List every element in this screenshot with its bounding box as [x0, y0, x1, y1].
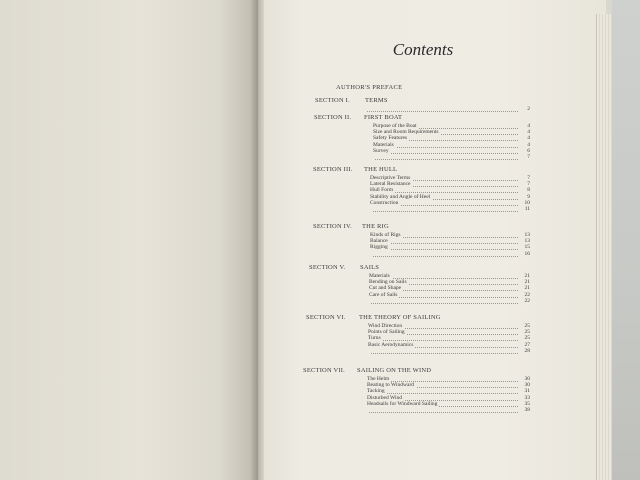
entry-label: Safety Features: [373, 135, 408, 142]
entry-page-number: 4: [527, 135, 530, 142]
entry-label: Materials: [369, 273, 390, 279]
entry-label: [365, 106, 367, 112]
entry-page-number: 30: [524, 382, 530, 389]
section-label: SECTION VI.: [306, 314, 346, 321]
toc-entry[interactable]: [370, 251, 530, 258]
entry-label: Beating to Windward: [367, 382, 415, 389]
entry-label: [373, 154, 375, 160]
section-label: SECTION II.: [314, 114, 352, 121]
section-title[interactable]: FIRST BOAT: [364, 114, 403, 121]
entry-page-number: 30: [524, 376, 530, 382]
section-label: SECTION I.: [315, 97, 350, 104]
entry-label: Rigging: [370, 244, 388, 251]
section-title[interactable]: THE HULL: [364, 166, 398, 173]
entry-label: Kinds of Rigs: [370, 232, 401, 238]
toc-entry[interactable]: [367, 407, 530, 414]
section-title[interactable]: SAILING ON THE WIND: [357, 367, 432, 374]
entry-page-number: 11: [524, 206, 530, 212]
entry-label: The Helm: [367, 376, 390, 382]
entry-page-number: 21: [524, 279, 530, 286]
section-title[interactable]: SAILS: [360, 264, 380, 271]
dot-leader: [370, 206, 518, 212]
entry-page-number: 16: [524, 250, 530, 257]
entry-page-number: 31: [524, 388, 530, 395]
dot-leader: [373, 148, 518, 154]
toc-entry[interactable]: [365, 106, 530, 113]
entry-label: Purpose of the Boat: [373, 123, 417, 129]
page-edges: [596, 14, 613, 480]
entry-page-number: 2: [527, 106, 530, 112]
entry-label: Cut and Shape: [369, 285, 402, 292]
toc-entry[interactable]: [368, 348, 530, 355]
entry-label: [369, 298, 371, 304]
entry-page-number: 38: [524, 407, 530, 413]
section-title[interactable]: TERMS: [365, 97, 388, 104]
entry-page-number: 15: [524, 244, 530, 251]
entry-page-number: 28: [524, 347, 530, 354]
entry-label: Tacking: [367, 388, 385, 395]
toc-entry[interactable]: [373, 154, 530, 161]
section-label: SECTION IV.: [313, 223, 352, 230]
section-label: SECTION VII.: [303, 367, 345, 374]
entry-label: Points of Sailing: [368, 329, 405, 336]
entry-label: Hull Form: [370, 187, 394, 194]
entry-page-number: 4: [527, 129, 530, 136]
entry-page-number: 13: [524, 232, 530, 238]
entry-page-number: 22: [524, 297, 530, 304]
entry-page-number: 35: [524, 400, 530, 407]
dot-leader: [373, 154, 518, 160]
entry-label: Basic Aerodynamics: [368, 341, 414, 348]
entry-page-number: 4: [527, 123, 530, 129]
entry-label: [370, 251, 372, 257]
entry-page-number: 25: [524, 335, 530, 342]
dot-leader: [370, 244, 518, 250]
dot-leader: [369, 298, 518, 304]
entry-page-number: 7: [527, 181, 530, 188]
entry-page-number: 9: [527, 193, 530, 200]
entry-page-number: 13: [524, 238, 530, 245]
dot-leader: [368, 335, 518, 341]
entry-page-number: 33: [524, 394, 530, 401]
entry-page-number: 27: [524, 341, 530, 348]
entry-label: Disturbed Wind: [367, 394, 402, 401]
entry-page-number: 21: [524, 273, 530, 279]
entry-label: Size and Room Requirements: [373, 129, 439, 136]
dot-leader: [367, 407, 518, 413]
entry-page-number: 10: [524, 199, 530, 206]
entry-page-number: 7: [527, 175, 530, 181]
section-label: SECTION V.: [309, 264, 346, 271]
left-page: [0, 0, 258, 480]
section-title[interactable]: THE THEORY OF SAILING: [359, 314, 441, 321]
page-title: Contents: [392, 40, 454, 59]
dot-leader: [365, 106, 518, 112]
toc-entry[interactable]: [370, 206, 530, 213]
entry-label: Descriptive Terms: [370, 175, 411, 181]
book-gutter: [250, 0, 264, 480]
entry-page-number: 21: [524, 285, 530, 292]
dot-leader: [370, 238, 518, 244]
dot-leader: [370, 251, 518, 257]
entry-label: Construction: [370, 199, 399, 206]
entry-label: Turns: [368, 335, 381, 342]
entry-page-number: 22: [524, 291, 530, 298]
entry-label: Stability and Angle of Heel: [370, 193, 431, 200]
entry-label: Survey: [373, 147, 389, 154]
entry-label: Wind Direction: [368, 323, 403, 329]
entry-page-number: 6: [527, 147, 530, 154]
authors-preface: AUTHOR'S PREFACE: [336, 84, 403, 91]
entry-page-number: 4: [527, 141, 530, 148]
entry-label: Materials: [373, 141, 394, 148]
entry-label: [370, 206, 372, 212]
section-label: SECTION III.: [313, 166, 353, 173]
entry-page-number: 25: [524, 323, 530, 329]
entry-label: Care of Sails: [369, 291, 398, 298]
background-wall: [612, 0, 640, 480]
toc-entry[interactable]: [369, 298, 530, 305]
section-title[interactable]: THE RIG: [362, 223, 389, 230]
dot-leader: [367, 388, 518, 394]
entry-label: Headsails for Windward Sailing: [367, 400, 438, 407]
entry-page-number: 8: [527, 187, 530, 194]
entry-label: Balance: [370, 238, 388, 245]
entry-label: [368, 348, 370, 354]
dot-leader: [368, 348, 518, 354]
entry-page-number: 7: [527, 154, 530, 160]
entry-page-number: 25: [524, 329, 530, 336]
entry-label: [367, 407, 369, 413]
entry-label: Lateral Resistance: [370, 181, 411, 188]
entry-label: Bending on Sails: [369, 279, 407, 286]
